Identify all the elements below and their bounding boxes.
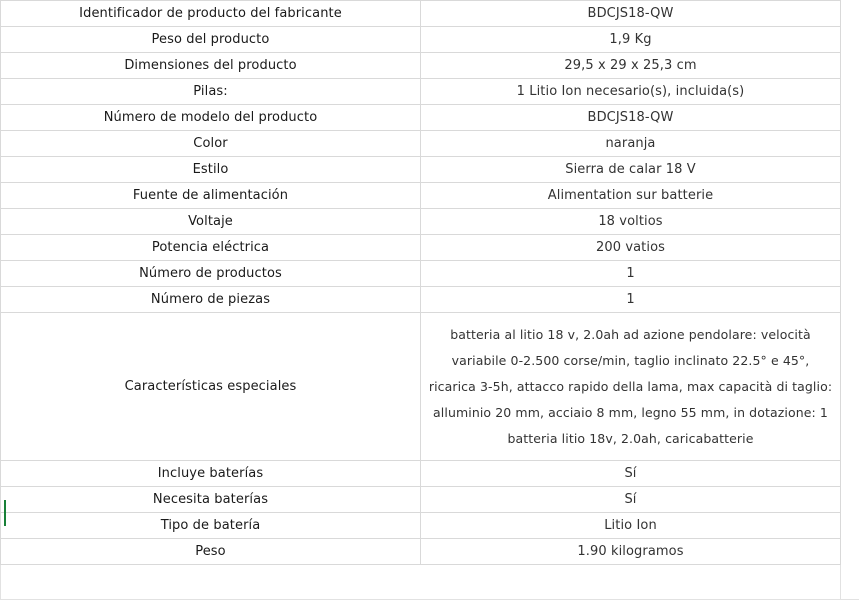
spec-label-cell[interactable]: Peso [1,539,421,565]
spec-label-cell[interactable]: Color [1,131,421,157]
table-row [1,79,841,105]
spec-value-cell[interactable]: Alimentation sur batterie [421,183,841,209]
table-row [1,261,841,287]
spec-label-cell[interactable]: Pilas: [1,79,421,105]
cell-selection-indicator [4,500,6,526]
table-row [1,183,841,209]
spec-value-cell[interactable]: 18 voltios [421,209,841,235]
spec-label-cell[interactable]: Voltaje [1,209,421,235]
spec-value-cell[interactable]: naranja [421,131,841,157]
spec-value-cell[interactable]: Sí [421,461,841,487]
table-row [1,287,841,313]
table-row [1,313,841,461]
spec-value-cell[interactable]: 200 vatios [421,235,841,261]
spec-value-cell[interactable]: 29,5 x 29 x 25,3 cm [421,53,841,79]
spec-label-cell[interactable]: Dimensiones del producto [1,53,421,79]
table-row [1,53,841,79]
spec-label-cell[interactable]: Estilo [1,157,421,183]
spec-label-cell[interactable]: Necesita baterías [1,487,421,513]
spec-label-cell[interactable]: Incluye baterías [1,461,421,487]
spec-label-cell[interactable]: Peso del producto [1,27,421,53]
spec-label-cell[interactable]: Número de piezas [1,287,421,313]
table-row [1,461,841,487]
spec-label-cell[interactable]: Número de productos [1,261,421,287]
table-row [1,539,841,565]
spec-value-cell[interactable]: 1.90 kilogramos [421,539,841,565]
spec-label-cell[interactable]: Número de modelo del producto [1,105,421,131]
table-row [1,1,841,27]
table-row [1,105,841,131]
spec-label-cell[interactable]: Potencia eléctrica [1,235,421,261]
spec-value-cell[interactable]: BDCJS18-QW [421,1,841,27]
table-row [1,513,841,539]
spec-value-cell[interactable]: Litio Ion [421,513,841,539]
spec-label-cell[interactable]: Fuente de alimentación [1,183,421,209]
spec-value-cell[interactable]: 1 [421,261,841,287]
table-row [1,209,841,235]
spec-value-cell[interactable]: Sí [421,487,841,513]
spec-value-cell[interactable]: batteria al litio 18 v, 2.0ah ad azione pendolare: velocità variabile 0-2.500 corse/min, taglio inclinato 22.5° e 45°, ricarica 3-5h, attacco rapido della lama, max capacità di taglio: alluminio 20 mm, acciaio 8 mm, legno 55 mm, in dotazione: 1 batteria litio 18v, 2.0ah, caricabatterie [421,313,841,461]
table-row [1,487,841,513]
spec-label-cell[interactable]: Identificador de producto del fabricante [1,1,421,27]
table-row [1,235,841,261]
spec-value-cell[interactable]: 1 [421,287,841,313]
table-row [1,27,841,53]
table-row [1,131,841,157]
spec-value-cell[interactable]: 1,9 Kg [421,27,841,53]
spec-value-cell[interactable]: Sierra de calar 18 V [421,157,841,183]
spec-value-cell[interactable]: 1 Litio Ion necesario(s), incluida(s) [421,79,841,105]
spec-label-cell[interactable]: Tipo de batería [1,513,421,539]
spec-value-cell[interactable]: BDCJS18-QW [421,105,841,131]
spec-label-cell[interactable]: Características especiales [1,313,421,461]
table-row [1,157,841,183]
